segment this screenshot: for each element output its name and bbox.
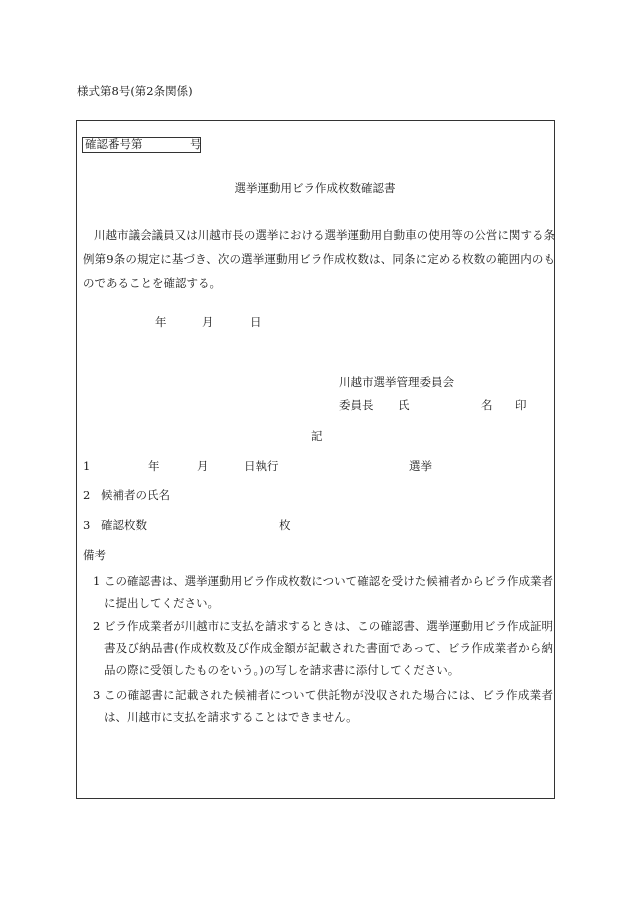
item2-number: 2 [83,488,91,502]
confirmation-number-prefix: 確認番号第 [85,137,143,151]
item1-month: 月 [197,459,209,473]
issuer-chair-label: 委員長 [339,398,374,412]
form-number-label: 様式第8号(第2条関係) [77,84,193,98]
item1-year: 年 [148,459,160,473]
date-year: 年 [155,315,167,329]
item3-label: 確認枚数 [101,518,147,532]
remark-note-1-number: 1 [93,574,101,588]
item1-election: 選挙 [409,459,432,473]
confirmation-number-suffix: 号 [190,137,202,151]
intro-paragraph: 川越市議会議員又は川越市長の選挙における選挙運動用自動車の使用等の公営に関する条例第9条の規定に基づき、次の選挙運動用ビラ作成枚数は、同条に定める枚数の範囲内のものであることを確認する。 [83,228,555,290]
date-day: 日 [250,315,262,329]
issuer-name-label-2: 名 [481,398,493,412]
issuer-organization: 川越市選挙管理委員会 [339,375,454,389]
item1-number: 1 [83,459,91,473]
item1-day-held: 日執行 [244,459,279,473]
remark-note-3-number: 3 [93,688,101,702]
item3-unit: 枚 [279,518,291,532]
item3-number: 3 [83,518,91,532]
remark-note-1-text: この確認書は、選挙運動用ビラ作成枚数について確認を受けた候補者からビラ作成業者に提出してください。 [104,574,553,610]
document-title: 選挙運動用ビラ作成枚数確認書 [234,181,396,195]
remark-note-2-number: 2 [93,619,101,633]
issuer-name-label-1: 氏 [398,398,410,412]
remarks-heading: 備考 [83,548,106,562]
remark-note-3 [83,684,553,728]
date-month: 月 [202,315,214,329]
remark-note-3-text: この確認書に記載された候補者について供託物が没収された場合には、ビラ作成業者は、川越市に支払を請求することはできません。 [104,688,553,724]
item2-label: 候補者の氏名 [101,488,170,502]
seal-mark: 印 [515,398,527,412]
remark-note-1 [83,570,553,614]
remark-note-2-text: ビラ作成業者が川越市に支払を請求するときは、この確認書、選挙運動用ビラ作成証明書及び納品書(作成枚数及び作成金額が記載された書面であって、ビラ作成業者から納品の際に受領したものをいう。)の写しを請求書に添付してください。 [104,619,553,677]
remark-note-2 [83,615,553,681]
ki-heading: 記 [311,429,323,443]
